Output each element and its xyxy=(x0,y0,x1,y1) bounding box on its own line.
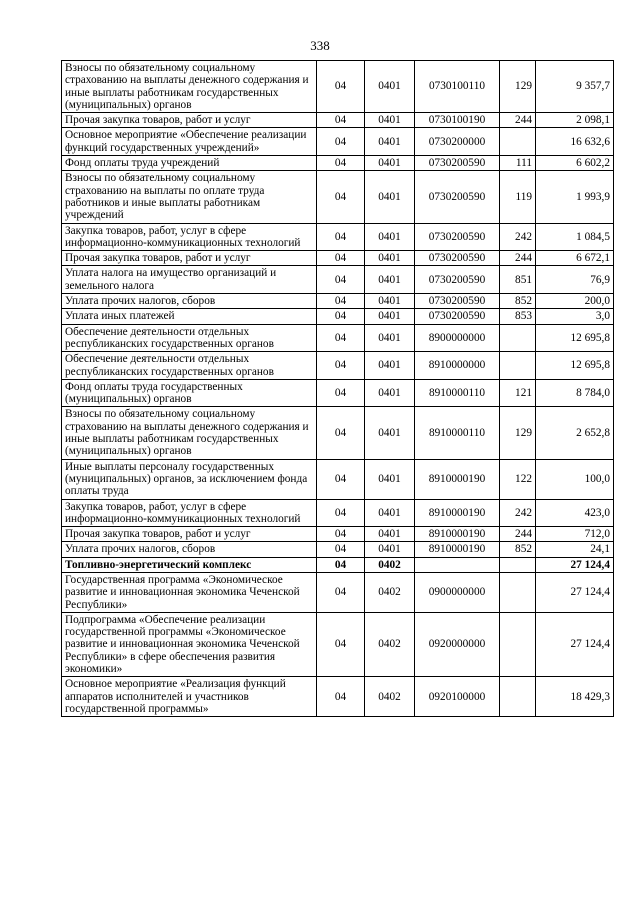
row-subsection: 0402 xyxy=(365,572,415,612)
row-section: 04 xyxy=(317,612,365,676)
row-subsection: 0401 xyxy=(365,379,415,407)
row-subsection: 0401 xyxy=(365,459,415,499)
row-section: 04 xyxy=(317,113,365,128)
row-expense-type: 122 xyxy=(500,459,536,499)
row-subsection: 0401 xyxy=(365,324,415,352)
row-target-code: 0730200590 xyxy=(415,251,500,266)
row-expense-type xyxy=(500,557,536,572)
row-amount: 8 784,0 xyxy=(536,379,614,407)
row-subsection: 0401 xyxy=(365,542,415,557)
table-row xyxy=(62,309,614,324)
row-expense-type: 242 xyxy=(500,223,536,251)
table-row xyxy=(62,294,614,309)
row-subsection: 0401 xyxy=(365,407,415,459)
row-target-code xyxy=(415,557,500,572)
table-row xyxy=(62,407,614,459)
row-subsection: 0401 xyxy=(365,128,415,156)
row-name: Фонд оплаты труда учреждений xyxy=(62,156,317,171)
row-target-code: 8910000110 xyxy=(415,407,500,459)
row-name: Обеспечение деятельности отдельных республиканских государственных органов xyxy=(62,352,317,380)
row-expense-type xyxy=(500,572,536,612)
row-section: 04 xyxy=(317,324,365,352)
row-section: 04 xyxy=(317,294,365,309)
row-amount: 423,0 xyxy=(536,499,614,527)
table-row xyxy=(62,352,614,380)
row-target-code: 0730200590 xyxy=(415,294,500,309)
row-amount: 18 429,3 xyxy=(536,677,614,717)
row-name: Подпрограмма «Обеспечение реализации государственной программы «Экономическое развитие и инновационная экономика Чеченской Республики» в сфере обеспечения развития экономики» xyxy=(62,612,317,676)
row-amount: 16 632,6 xyxy=(536,128,614,156)
row-section: 04 xyxy=(317,542,365,557)
row-name: Взносы по обязательному социальному страхованию на выплаты денежного содержания и иные выплаты работникам государственных (муниципальных) органов xyxy=(62,407,317,459)
row-name: Основное мероприятие «Реализация функций аппаратов исполнителей и участников государственной программы» xyxy=(62,677,317,717)
row-amount: 24,1 xyxy=(536,542,614,557)
row-subsection: 0401 xyxy=(365,294,415,309)
row-section: 04 xyxy=(317,251,365,266)
row-amount: 712,0 xyxy=(536,527,614,542)
row-subsection: 0401 xyxy=(365,171,415,223)
row-name: Топливно-энергетический комплекс xyxy=(62,557,317,572)
row-section: 04 xyxy=(317,352,365,380)
row-target-code: 0730200590 xyxy=(415,171,500,223)
page-number: 338 xyxy=(310,38,330,53)
row-target-code: 8910000110 xyxy=(415,379,500,407)
row-amount: 6 602,2 xyxy=(536,156,614,171)
table-row xyxy=(62,572,614,612)
row-name: Государственная программа «Экономическое развитие и инновационная экономика Чеченской Республики» xyxy=(62,572,317,612)
row-subsection: 0401 xyxy=(365,527,415,542)
row-expense-type: 111 xyxy=(500,156,536,171)
row-expense-type: 852 xyxy=(500,294,536,309)
row-section: 04 xyxy=(317,223,365,251)
row-target-code: 8910000190 xyxy=(415,542,500,557)
table-row xyxy=(62,61,614,113)
row-amount: 27 124,4 xyxy=(536,612,614,676)
row-section: 04 xyxy=(317,128,365,156)
row-target-code: 0730100190 xyxy=(415,113,500,128)
row-subsection: 0401 xyxy=(365,156,415,171)
row-section: 04 xyxy=(317,309,365,324)
row-expense-type: 244 xyxy=(500,527,536,542)
row-section: 04 xyxy=(317,527,365,542)
row-subsection: 0401 xyxy=(365,61,415,113)
row-section: 04 xyxy=(317,61,365,113)
table-row xyxy=(62,223,614,251)
row-amount: 1 084,5 xyxy=(536,223,614,251)
row-name: Прочая закупка товаров, работ и услуг xyxy=(62,113,317,128)
row-subsection: 0401 xyxy=(365,499,415,527)
table-row xyxy=(62,128,614,156)
row-amount: 12 695,8 xyxy=(536,352,614,380)
row-section: 04 xyxy=(317,156,365,171)
row-target-code: 0730100110 xyxy=(415,61,500,113)
row-target-code: 8910000000 xyxy=(415,352,500,380)
budget-table xyxy=(61,60,614,717)
row-expense-type xyxy=(500,612,536,676)
row-amount: 100,0 xyxy=(536,459,614,499)
row-amount: 200,0 xyxy=(536,294,614,309)
row-subsection: 0401 xyxy=(365,251,415,266)
row-section: 04 xyxy=(317,171,365,223)
row-subsection: 0402 xyxy=(365,677,415,717)
row-expense-type: 244 xyxy=(500,251,536,266)
table-row xyxy=(62,379,614,407)
table-row xyxy=(62,527,614,542)
row-section: 04 xyxy=(317,572,365,612)
row-expense-type: 244 xyxy=(500,113,536,128)
row-target-code: 0730200590 xyxy=(415,156,500,171)
row-amount: 2 652,8 xyxy=(536,407,614,459)
row-section: 04 xyxy=(317,407,365,459)
row-subsection: 0401 xyxy=(365,266,415,294)
row-amount: 12 695,8 xyxy=(536,324,614,352)
row-expense-type: 242 xyxy=(500,499,536,527)
row-target-code: 0900000000 xyxy=(415,572,500,612)
table-row xyxy=(62,324,614,352)
row-expense-type xyxy=(500,128,536,156)
row-amount: 6 672,1 xyxy=(536,251,614,266)
table-row xyxy=(62,499,614,527)
row-name: Уплата прочих налогов, сборов xyxy=(62,294,317,309)
row-target-code: 0730200590 xyxy=(415,309,500,324)
row-expense-type: 119 xyxy=(500,171,536,223)
table-row xyxy=(62,156,614,171)
row-name: Прочая закупка товаров, работ и услуг xyxy=(62,527,317,542)
row-target-code: 8910000190 xyxy=(415,527,500,542)
row-name: Уплата прочих налогов, сборов xyxy=(62,542,317,557)
row-section: 04 xyxy=(317,677,365,717)
row-name: Уплата налога на имущество организаций и земельного налога xyxy=(62,266,317,294)
row-target-code: 8910000190 xyxy=(415,499,500,527)
row-section: 04 xyxy=(317,379,365,407)
row-name: Закупка товаров, работ, услуг в сфере информационно-коммуникационных технологий xyxy=(62,223,317,251)
row-target-code: 0730200000 xyxy=(415,128,500,156)
row-target-code: 8900000000 xyxy=(415,324,500,352)
table-row xyxy=(62,171,614,223)
row-name: Обеспечение деятельности отдельных республиканских государственных органов xyxy=(62,324,317,352)
table-row xyxy=(62,612,614,676)
row-expense-type: 853 xyxy=(500,309,536,324)
row-target-code: 0920000000 xyxy=(415,612,500,676)
row-amount: 3,0 xyxy=(536,309,614,324)
row-name: Прочая закупка товаров, работ и услуг xyxy=(62,251,317,266)
row-target-code: 0920100000 xyxy=(415,677,500,717)
row-section: 04 xyxy=(317,499,365,527)
row-expense-type: 129 xyxy=(500,61,536,113)
row-target-code: 0730200590 xyxy=(415,266,500,294)
row-expense-type: 852 xyxy=(500,542,536,557)
table-row xyxy=(62,266,614,294)
row-expense-type xyxy=(500,324,536,352)
row-subsection: 0401 xyxy=(365,352,415,380)
row-expense-type xyxy=(500,352,536,380)
row-name: Уплата иных платежей xyxy=(62,309,317,324)
table-row xyxy=(62,459,614,499)
row-amount: 9 357,7 xyxy=(536,61,614,113)
table-row xyxy=(62,677,614,717)
row-subsection: 0401 xyxy=(365,113,415,128)
row-expense-type: 129 xyxy=(500,407,536,459)
row-target-code: 8910000190 xyxy=(415,459,500,499)
row-name: Основное мероприятие «Обеспечение реализации функций государственных учреждений» xyxy=(62,128,317,156)
row-name: Иные выплаты персоналу государственных (муниципальных) органов, за исключением фонда оплаты труда xyxy=(62,459,317,499)
row-target-code: 0730200590 xyxy=(415,223,500,251)
row-name: Закупка товаров, работ, услуг в сфере информационно-коммуникационных технологий xyxy=(62,499,317,527)
row-amount: 2 098,1 xyxy=(536,113,614,128)
row-name: Взносы по обязательному социальному страхованию на выплаты денежного содержания и иные выплаты работникам государственных (муниципальных) органов xyxy=(62,61,317,113)
table-body xyxy=(62,61,614,717)
row-expense-type: 121 xyxy=(500,379,536,407)
row-amount: 27 124,4 xyxy=(536,572,614,612)
row-subsection: 0402 xyxy=(365,612,415,676)
row-subsection: 0402 xyxy=(365,557,415,572)
row-amount: 1 993,9 xyxy=(536,171,614,223)
table-row xyxy=(62,113,614,128)
row-section: 04 xyxy=(317,557,365,572)
row-amount: 27 124,4 xyxy=(536,557,614,572)
row-subsection: 0401 xyxy=(365,223,415,251)
row-subsection: 0401 xyxy=(365,309,415,324)
row-expense-type xyxy=(500,677,536,717)
row-amount: 76,9 xyxy=(536,266,614,294)
table-row xyxy=(62,557,614,572)
row-section: 04 xyxy=(317,459,365,499)
row-expense-type: 851 xyxy=(500,266,536,294)
row-section: 04 xyxy=(317,266,365,294)
row-name: Фонд оплаты труда государственных (муниципальных) органов xyxy=(62,379,317,407)
row-name: Взносы по обязательному социальному страхованию на выплаты по оплате труда работников и иные выплаты работникам учреждений xyxy=(62,171,317,223)
table-row xyxy=(62,542,614,557)
table-row xyxy=(62,251,614,266)
